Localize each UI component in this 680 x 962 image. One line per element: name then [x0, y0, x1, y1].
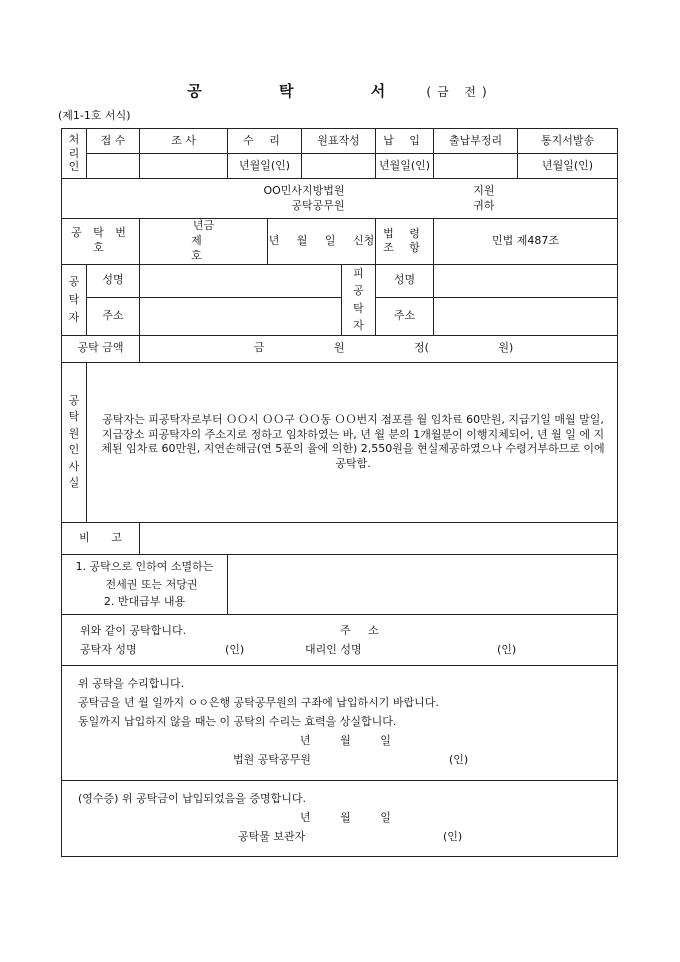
receipt-line1: (영수증) 위 공탁금이 납입되었음을 증명합니다. [78, 791, 306, 805]
processing-label-cell [62, 129, 87, 179]
request-agent-name: 대리인 성명 [305, 642, 362, 656]
processing-cell-2 [140, 154, 228, 179]
amount-label: 공탁 금액 [62, 335, 140, 362]
extinction-label-cell [62, 554, 228, 614]
acceptance-date: 년 월 일 [300, 733, 391, 747]
processing-date-2: 년월일(인) [376, 154, 434, 179]
processing-date-3: 년월일(인) [518, 154, 618, 179]
request-seal-2: (인) [497, 642, 517, 656]
receipt-cell [62, 780, 618, 856]
court-branch: 지원 [473, 183, 495, 197]
processing-col-1: 접 수 [87, 129, 140, 154]
depositor-addr-label: 주소 [87, 298, 140, 336]
depositor-label-cell [62, 264, 87, 335]
beneficiary-label: 피공탁자 [353, 266, 364, 333]
processing-col-2: 조 사 [140, 129, 228, 154]
request-address-label: 주 소 [340, 623, 379, 637]
beneficiary-name-label: 성명 [376, 264, 434, 298]
deposit-year-label: 년금 [192, 219, 215, 232]
amount-value[interactable]: 금 원 정( 원) [140, 335, 618, 362]
cause-label-cell [62, 362, 87, 522]
court-name: OO민사지방법원 [263, 183, 345, 197]
processing-cell-1 [87, 154, 140, 179]
court-cell [62, 179, 618, 219]
request-cell [62, 614, 618, 665]
deposit-form-table [61, 128, 618, 857]
processing-label: 처리인 [68, 132, 80, 174]
request-depositor-name: 공탁자 성명 [80, 642, 137, 656]
document-subtitle: (금 전) [426, 85, 493, 99]
cause-label: 공탁원인사실 [68, 393, 80, 490]
beneficiary-name-value[interactable] [434, 264, 618, 298]
extinction-item2: 2. 반대급부 내용 [103, 595, 186, 609]
depositor-label: 공탁자 [68, 275, 80, 324]
processing-cell-6 [434, 154, 518, 179]
law-article-value: 민법 제487조 [434, 219, 618, 265]
acceptance-line1: 위 공탁을 수리합니다. [78, 676, 185, 690]
processing-col-7: 통지서발송 [518, 129, 618, 154]
deposit-no-label: 공 탁 번 호 [62, 219, 140, 265]
receipt-seal: (인) [443, 829, 463, 843]
remarks-label: 비 고 [62, 522, 140, 554]
processing-col-4: 원표작성 [302, 129, 376, 154]
acceptance-line3: 동일까지 납입하지 않을 때는 이 공탁의 수리는 효력을 상실합니다. [78, 714, 397, 728]
document-title: 공 탁 서 [187, 82, 422, 100]
deposit-no-value-cell [140, 219, 268, 265]
extinction-item1-detail: 전세권 또는 저당권 [105, 577, 198, 591]
cause-text: 공탁자는 피공탁자로부터 ＯＯ시 ＯＯ구 ＯＯ동 ＯＯ번지 점포를 월 임차료 60만원, 지급기일 매월 말일, 지급장소 피공탁자의 주소지로 정하고 임차하였는 바, 년 월 분의 1개월분이 이행지체되어, 년 월 일 에 지체된 임차료 60만원, 지연손해금(연 5푼의 율에 의한) 2,550원을 현실제공하였으나 수령거부하므로 이에 공탁함. [87, 362, 618, 522]
deposit-no-label-2: 제 호 [191, 233, 246, 262]
acceptance-line2: 공탁금을 년 월 일까지 ㅇㅇ은행 공탁공무원의 구좌에 납입하시기 바랍니다. [78, 695, 439, 709]
acceptance-cell [62, 665, 618, 780]
processing-col-5: 납 입 [376, 129, 434, 154]
deposit-apply-date: 년 월 일 신청 [268, 219, 376, 265]
acceptance-seal: (인) [449, 752, 469, 766]
request-seal-1: (인) [225, 642, 245, 656]
processing-cell-4 [302, 154, 376, 179]
depositor-name-value[interactable] [140, 264, 342, 298]
request-statement: 위와 같이 공탁합니다. [80, 623, 187, 637]
receipt-date: 년 월 일 [300, 810, 391, 824]
document-title-block [0, 80, 680, 101]
processing-col-3: 수 리 [228, 129, 302, 154]
beneficiary-label-cell [342, 264, 376, 335]
law-article-label: 법 령 조 항 [376, 219, 434, 265]
form-code: (제1-1호 서식) [58, 109, 131, 122]
court-officer: 공탁공무원 [291, 198, 345, 212]
extinction-value[interactable] [228, 554, 618, 614]
remarks-value[interactable] [140, 522, 618, 554]
acceptance-officer: 법원 공탁공무원 [233, 752, 311, 766]
depositor-addr-value[interactable] [140, 298, 342, 336]
processing-col-6: 출납부정리 [434, 129, 518, 154]
court-honorific: 귀하 [473, 198, 495, 212]
receipt-custodian: 공탁물 보관자 [238, 829, 306, 843]
depositor-name-label: 성명 [87, 264, 140, 298]
extinction-item1: 1. 공탁으로 인하여 소멸하는 [75, 560, 214, 574]
beneficiary-addr-value[interactable] [434, 298, 618, 336]
beneficiary-addr-label: 주소 [376, 298, 434, 336]
processing-date-1: 년월일(인) [228, 154, 302, 179]
